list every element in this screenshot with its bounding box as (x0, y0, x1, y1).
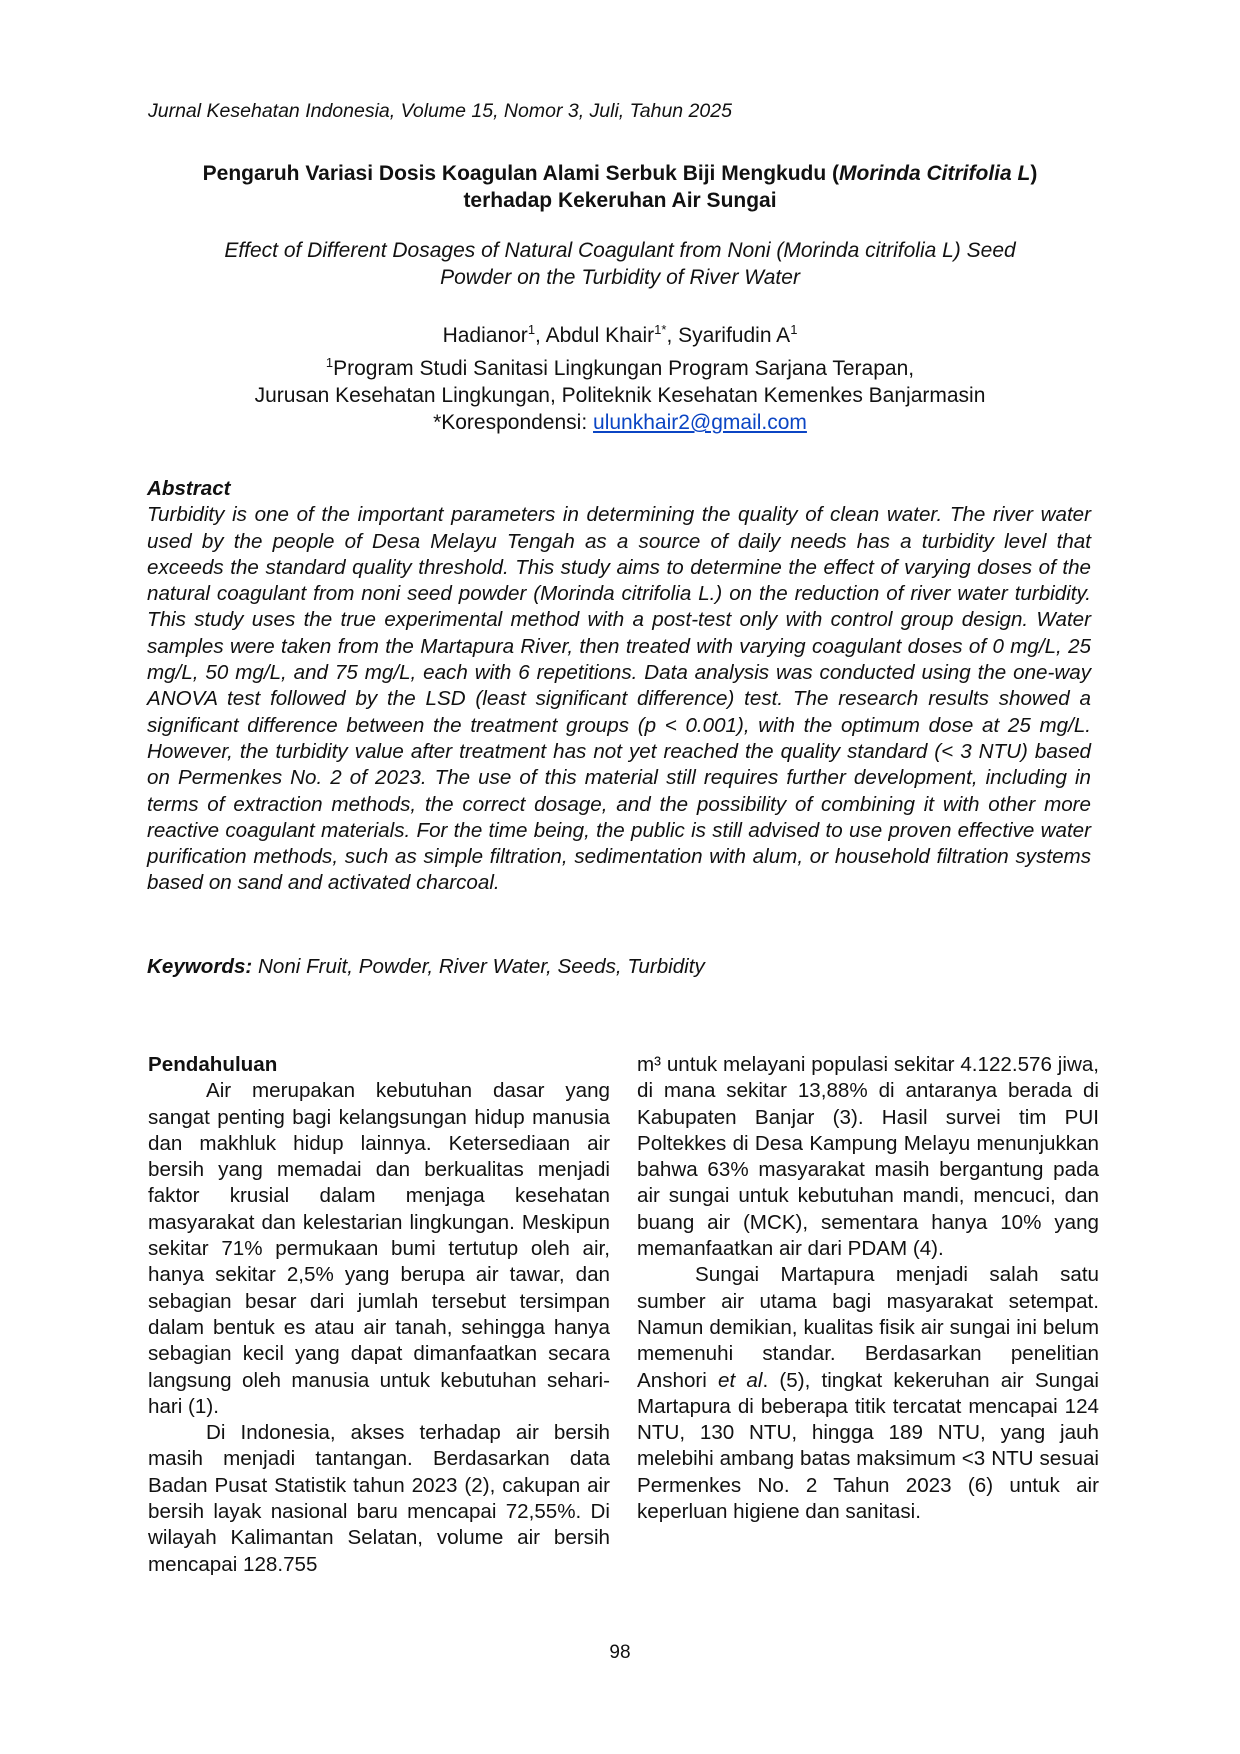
author-sep-2: , (666, 324, 679, 347)
author-3-sup: 1 (790, 322, 798, 337)
intro-paragraph-2-continued: m³ untuk melayani populasi sekitar 4.122.576 jiwa, di mana sekitar 13,88% di antaranya berada di Kabupaten Banjar (3). Hasil survei tim PUI Poltekkes di Desa Kampung Melayu menunjukkan bahwa 63% masyarakat masih bergantung pada air sungai untuk kebutuhan mandi, mencuci, dan buang air (MCK), sementara hanya 10% yang memanfaatkan air dari PDAM (4). (637, 1053, 1099, 1261)
correspondence-label: *Korespondensi: (433, 411, 594, 434)
author-block (130, 316, 1110, 436)
page-number: 98 (609, 1642, 631, 1663)
intro-p3-post: . (5), tingkat kekeruhan air Sungai Martapura di beberapa titik tercatat mencapai 124 NTU, 130 NTU, hingga 189 NTU, yang jauh melebihi ambang batas maksimum <3 NTU sesuai Permenkes No. 2 Tahun 2023 (6) untuk air keperluan higiene dan sanitasi. (637, 1368, 1099, 1524)
intro-paragraph-1: Air merupakan kebutuhan dasar yang sangat penting bagi kelangsungan hidup manusia dan makhluk hidup lainnya. Ketersediaan air bersih yang memadai dan berkualitas menjadi faktor krusial dalam menjaga kesehatan masyarakat dan kelestarian lingkungan. Meskipun sekitar 71% permukaan bumi tertutup oleh air, hanya sekitar 2,5% yang berupa air tawar, dan sebagian besar dari jumlah tersebut tersimpan dalam bentuk es atau air tanah, sehingga hanya sebagian kecil yang dapat dimanfaatkan secara langsung oleh manusia untuk kebutuhan sehari-hari (1). (148, 1079, 610, 1418)
author-3: Syarifudin A (678, 324, 791, 347)
intro-paragraph-2: Di Indonesia, akses terhadap air bersih masih menjadi tantangan. Berdasarkan data Badan Pusat Statistik tahun 2023 (2), cakupan air bersih layak nasional baru mencapai 72,55%. Di wilayah Kalimantan Selatan, volume air bersih mencapai 128.755 (148, 1421, 610, 1576)
affiliation-line2: Jurusan Kesehatan Lingkungan, Politeknik Kesehatan Kemenkes Banjarmasin (254, 384, 986, 407)
author-sep-1: , (535, 324, 546, 347)
subtitle-line2: Powder on the Turbidity of River Water (440, 266, 800, 289)
affiliation-sup: 1 (325, 355, 334, 370)
author-1-sup: 1 (527, 322, 536, 337)
author-1: Hadianor (442, 324, 528, 347)
keywords-text: Noni Fruit, Powder, River Water, Seeds, Turbidity (252, 955, 705, 978)
correspondence-email-link[interactable]: ulunkhair2@gmail.com (593, 411, 807, 434)
keywords-section (147, 955, 1091, 979)
affiliation-line1: Program Studi Sanitasi Lingkungan Program Sarjana Terapan, (333, 357, 915, 380)
intro-p3-pre: Sungai Martapura menjadi salah satu sumber air utama bagi masyarakat setempat. Namun demikian, kualitas fisik air sungai ini belum memenuhi standar. Berdasarkan penelitian Anshori (637, 1263, 1099, 1392)
intro-paragraph-3 (637, 1262, 1099, 1525)
author-2-sup: 1* (654, 322, 667, 337)
journal-header: Jurnal Kesehatan Indonesia, Volume 15, Nomor 3, Juli, Tahun 2025 (148, 100, 732, 122)
title-line1-post: ) (1030, 162, 1038, 185)
keywords-label: Keywords: (147, 955, 253, 978)
paper-title (130, 160, 1110, 214)
title-line2: terhadap Kekeruhan Air Sungai (463, 189, 777, 212)
abstract-heading: Abstract (147, 477, 231, 500)
title-species: Morinda Citrifolia L (839, 162, 1031, 185)
paper-subtitle (130, 237, 1110, 291)
title-line1-pre: Pengaruh Variasi Dosis Koagulan Alami Serbuk Biji Mengkudu ( (202, 162, 840, 185)
abstract-text: Turbidity is one of the important parameters in determining the quality of clean water. The river water used by the people of Desa Melayu Tengah as a source of daily needs has a turbidity level that exceeds the standard quality threshold. This study aims to determine the effect of varying doses of the natural coagulant from noni seed powder (Morinda citrifolia L.) on the reduction of river water turbidity. This study uses the true experimental method with a post-test only with control group design. Water samples were taken from the Martapura River, then treated with varying coagulant doses of 0 mg/L, 25 mg/L, 50 mg/L, and 75 mg/L, each with 6 repetitions. Data analysis was conducted using the one-way ANOVA test followed by the LSD (least significant difference) test. The research results showed a significant difference between the treatment groups (p < 0.001), with the optimum dose at 25 mg/L. However, the turbidity value after treatment has not yet reached the quality standard (< 3 NTU) based on Permenkes No. 2 of 2023. The use of this material still requires further development, including in terms of extraction methods, the correct dosage, and the possibility of combining it with other more reactive coagulant materials. For the time being, the public is still advised to use proven effective water purification methods, such as simple filtration, sedimentation with alum, or household filtration systems based on sand and activated charcoal. (147, 503, 1091, 895)
section-heading-pendahuluan: Pendahuluan (148, 1053, 278, 1076)
author-2: Abdul Khair (545, 324, 655, 347)
intro-p3-etal: et al (718, 1368, 763, 1392)
right-column (637, 1052, 1099, 1525)
subtitle-line1: Effect of Different Dosages of Natural Coagulant from Noni (Morinda citrifolia L) Seed (224, 239, 1016, 262)
abstract-section (147, 476, 1091, 897)
left-column (148, 1052, 610, 1578)
